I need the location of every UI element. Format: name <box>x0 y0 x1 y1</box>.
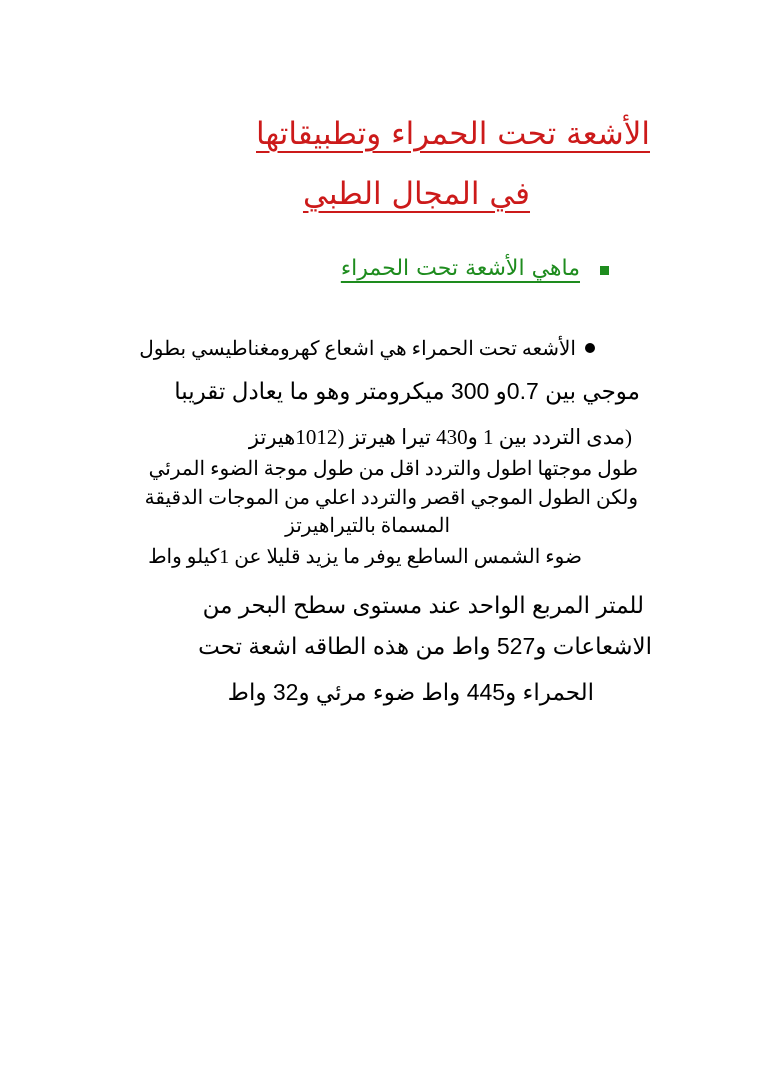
round-bullet-icon <box>585 343 595 353</box>
paragraph-line: الأشعه تحت الحمراء هي اشعاع كهرومغناطيسي بطول <box>139 338 576 360</box>
document-title-line-1: الأشعة تحت الحمراء وتطبيقاتها <box>256 116 650 152</box>
section-heading: ماهي الأشعة تحت الحمراء <box>340 256 580 281</box>
paragraph-line: موجي بين 0.7و 300 ميكرومتر وهو ما يعادل تقريبا <box>174 378 640 404</box>
paragraph-line: الاشعاعات و527 واط من هذه الطاقه اشعة تحت <box>198 633 652 659</box>
paragraph-line: ولكن الطول الموجي اقصر والتردد اعلي من الموجات الدقيقة <box>144 487 638 509</box>
paragraph-line: طول موجتها اطول والتردد اقل من طول موجة الضوء المرئي <box>148 458 638 480</box>
paragraph-line: للمتر المربع الواحد عند مستوى سطح البحر من <box>202 592 644 618</box>
paragraph-line: المسماة بالتيراهيرتز <box>285 515 450 537</box>
square-bullet-icon <box>600 266 609 275</box>
paragraph-line: (مدى التردد بين 1 و430 تيرا هيرتز (1012هيرتز <box>248 425 632 449</box>
document-title-line-2: في المجال الطبي <box>302 176 530 212</box>
paragraph-line: الحمراء و445 واط ضوء مرئي و32 واط <box>227 679 594 705</box>
paragraph-line: ضوء الشمس الساطع يوفر ما يزيد قليلا عن 1كيلو واط <box>148 546 582 568</box>
